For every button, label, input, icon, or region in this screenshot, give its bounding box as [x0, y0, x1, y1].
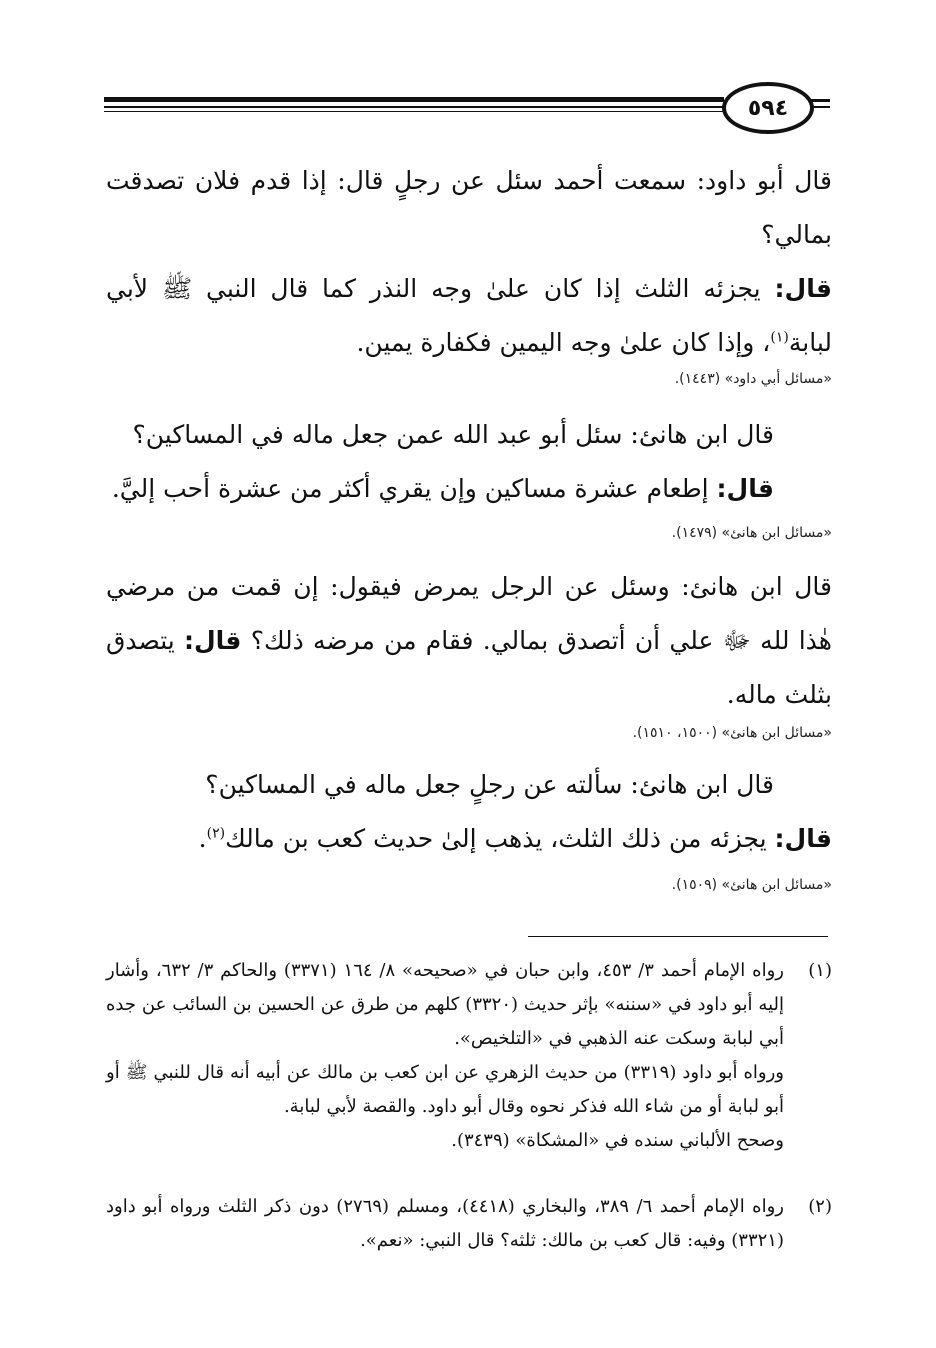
paragraph-text: قال أبو داود: سمعت أحمد سئل عن رجلٍ قال: إذا قدم فلان تصدقت بمالي؟ — [106, 166, 832, 249]
paragraph-text: قال ابن هانئ: وسئل عن الرجل يمرض فيقول: إن قمت من مرضي هٰذا لله ﷻ علي أن أتصدق بمالي. فقام من مرضه ذلك؟ — [106, 572, 832, 655]
page-header — [104, 80, 830, 130]
header-rule — [104, 111, 724, 112]
speaker-label: قال: — [716, 474, 774, 503]
page-number: ٥٩٤ — [722, 82, 814, 134]
paragraph — [106, 154, 832, 262]
footnote-ref: (٢) — [206, 825, 226, 842]
paragraph — [106, 812, 832, 866]
paragraph-text: ، وإذا كان علىٰ وجه اليمين فكفارة يمين. — [356, 328, 771, 357]
footnote — [106, 954, 832, 1158]
paragraph-text: يجزئه من ذلك الثلث، يذهب إلىٰ حديث كعب بن مالك — [225, 824, 767, 853]
paragraph-text: قال ابن هانئ: سألته عن رجلٍ جعل ماله في المساكين؟ — [205, 770, 774, 799]
paragraph — [106, 262, 832, 370]
footnote-line: رواه الإمام أحمد ٦/ ٣٨٩، والبخاري (٤٤١٨)، ومسلم (٢٧٦٩) دون ذكر الثلث ورواه أبو داود (٣٣٢١) وفيه: قال كعب بن مالك: ثلثه؟ قال النبي: «نعم». — [106, 1196, 784, 1251]
footnote — [106, 1190, 832, 1258]
paragraph-text: قال ابن هانئ: سئل أبو عبد الله عمن جعل ماله في المساكين؟ — [132, 420, 774, 449]
footnote-text — [106, 1190, 784, 1258]
speaker-label: قال: — [774, 824, 832, 853]
footnote-line: ورواه أبو داود (٣٣١٩) من حديث الزهري عن ابن كعب بن مالك عن أبيه أنه قال للنبي ﷺ أو أبو لبابة أو من شاء الله فذكر نحوه وقال أبو داود. والقصة لأبي لبابة. — [106, 1062, 784, 1117]
paragraph-text: يجزئه الثلث إذا كان علىٰ وجه النذر كما قال النبي ﷺ لأبي لبابة — [106, 274, 832, 357]
paragraph — [106, 462, 832, 516]
header-rule — [104, 97, 724, 102]
paragraph — [106, 560, 832, 722]
speaker-label: قال: — [183, 626, 242, 655]
source-citation: «مسائل ابن هانئ» (١٥٠٩). — [671, 877, 832, 893]
footnote-ref: (١) — [770, 329, 789, 346]
footnote-line: وصحح الألباني سنده في «المشكاة» (٣٤٣٩). — [451, 1130, 784, 1151]
paragraph-text: يتصدق بثلث ماله. — [106, 626, 832, 709]
header-rule — [104, 106, 724, 108]
paragraph — [106, 408, 832, 462]
footnote-number: (٢) — [808, 1196, 832, 1217]
paragraph-text: إطعام عشرة مساكين وإن يقري أكثر من عشرة أحب إليَّ. — [111, 474, 709, 503]
footnote-line: رواه الإمام أحمد ٣/ ٤٥٣، وابن حبان في «صحيحه» ٨/ ١٦٤ (٣٣٧١) والحاكم ٣/ ٦٣٢، وأشار إليه أبو داود في «سننه» بإثر حديث (٣٣٢٠) كلهم من طرق عن الحسين بن السائب عن جده أبي لبابة وسكت عنه الذهبي في «التلخيص». — [106, 960, 784, 1049]
paragraph — [106, 758, 832, 812]
source-citation: «مسائل ابن هانئ» (١٥٠٠، ١٥١٠). — [632, 725, 832, 741]
paragraph-text: . — [198, 824, 207, 853]
footnote-number: (١) — [808, 960, 832, 981]
speaker-label: قال: — [774, 274, 832, 303]
footnote-separator — [528, 936, 828, 937]
source-citation: «مسائل ابن هانئ» (١٤٧٩). — [671, 525, 832, 541]
source-citation: «مسائل أبي داود» (١٤٤٣). — [674, 371, 832, 387]
footnote-text — [106, 954, 784, 1158]
